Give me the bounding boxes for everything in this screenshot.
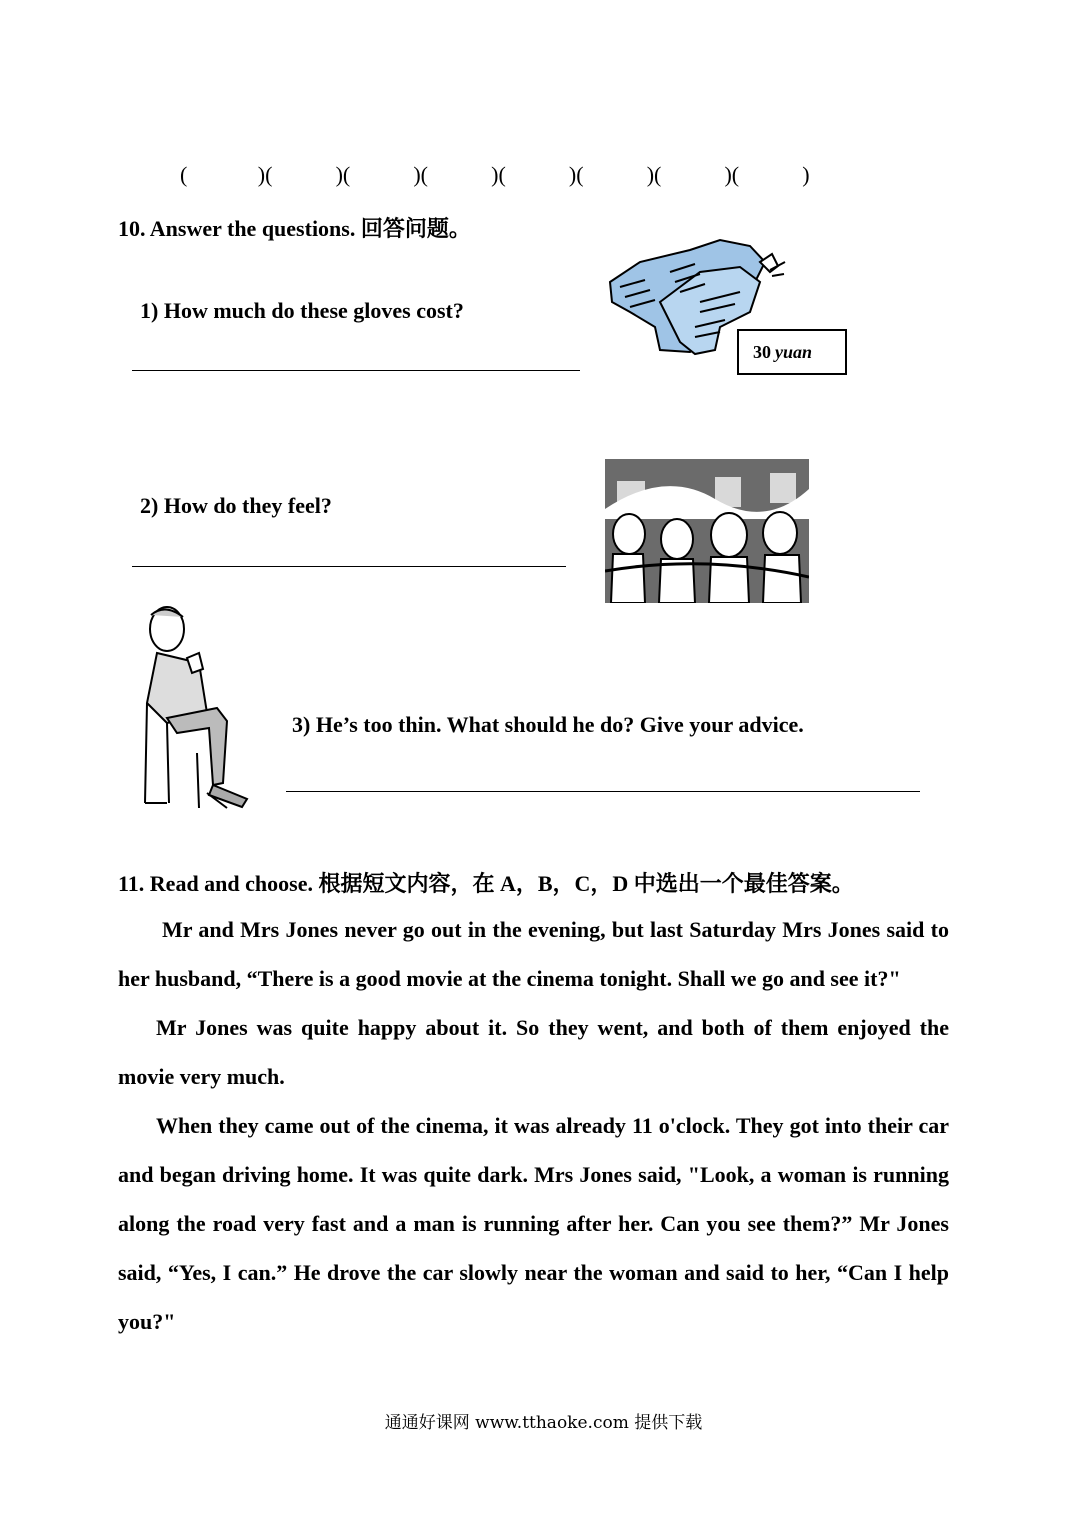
page-footer: 通通好课网 www.tthaoke.com 提供下载 bbox=[384, 1413, 703, 1433]
price-unit: yuan bbox=[775, 341, 813, 362]
bracket: )( bbox=[491, 162, 506, 187]
passage-paragraph: When they came out of the cinema, it was already 11 o'clock. They got into their car and began driving home. It was quite dark. Mrs Jones said, "Look, a woman is running along the road very fast and a man is running after her. Can you see them?” Mr Jones said, “Yes, I can.” He drove the car slowly near the woman and said to her, “Can I help you?" bbox=[118, 1113, 949, 1334]
passage-paragraph: Mr and Mrs Jones never go out in the evening, but last Saturday Mrs Jones said to her husband, “There is a good movie at the cinema tonight. Shall we go and see it?" bbox=[118, 917, 949, 991]
bracket: ) bbox=[802, 162, 810, 187]
question-2: 2) How do they feel? bbox=[140, 493, 332, 518]
bracket: )( bbox=[257, 162, 273, 187]
section-10-heading: 10. Answer the questions. 回答问题。 bbox=[118, 216, 471, 241]
price-tag bbox=[737, 329, 847, 375]
answer-line-2[interactable] bbox=[132, 566, 566, 567]
section-11-heading: 11. Read and choose. 根据短文内容，在 A，B，C，D 中选出一个最佳答案。 bbox=[118, 871, 854, 896]
answer-line-1[interactable] bbox=[132, 370, 580, 371]
price-number: 30 bbox=[753, 341, 771, 362]
question-3: 3) He’s too thin. What should he do? Give your advice. bbox=[292, 712, 804, 737]
thin-man-image bbox=[137, 603, 253, 815]
reading-passage bbox=[118, 905, 949, 1346]
bracket: )( bbox=[724, 162, 740, 187]
crowd-image bbox=[605, 459, 809, 603]
question-1: 1) How much do these gloves cost? bbox=[140, 298, 464, 323]
bracket: )( bbox=[646, 162, 662, 187]
passage-paragraph: Mr Jones was quite happy about it. So they went, and both of them enjoyed the movie very much. bbox=[118, 1015, 949, 1089]
bracket: ( bbox=[180, 162, 188, 187]
answer-line-3[interactable] bbox=[286, 791, 920, 792]
bracket: )( bbox=[335, 162, 351, 187]
answer-brackets-row bbox=[180, 162, 880, 188]
bracket: )( bbox=[568, 162, 584, 187]
bracket: )( bbox=[413, 162, 428, 187]
